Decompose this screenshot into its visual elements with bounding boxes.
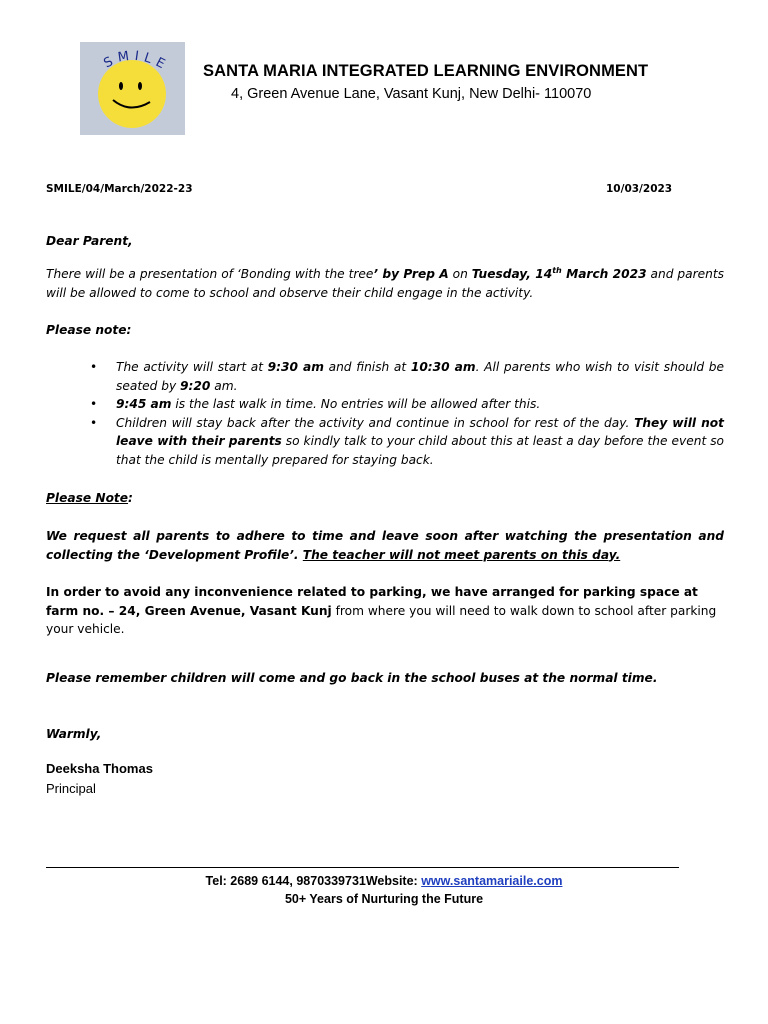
letter-date: 10/03/2023	[606, 183, 673, 195]
closing: Warmly,	[46, 727, 102, 741]
footer-contact: Tel: 2689 6144, 9870339731Website: www.santamariaile.com	[205, 874, 563, 888]
school-name: SANTA MARIA INTEGRATED LEARNING ENVIRONMENT	[203, 62, 649, 80]
parking-paragraph: In order to avoid any inconvenience related to parking, we have arranged for parking space at farm no. – 24, Green Avenue, Vasant Kunj from where you will need to walk down to school after parking your vehicle.	[46, 585, 717, 636]
logo-text: SMILE	[101, 48, 172, 75]
school-logo	[80, 42, 185, 135]
salutation: Dear Parent,	[46, 234, 133, 248]
footer-divider	[46, 867, 679, 868]
buses-note: Please remember children will come and go back in the school buses at the normal time.	[46, 671, 658, 685]
list-item: • The activity will start at 9:30 am and finish at 10:30 am. All parents who wish to visit should be seated by 9:20 am.	[90, 358, 724, 395]
website-link[interactable]: www.santamariaile.com	[421, 874, 563, 888]
signer-name: Deeksha Thomas	[46, 761, 153, 776]
school-address: 4, Green Avenue Lane, Vasant Kunj, New Delhi- 110070	[231, 86, 592, 102]
request-paragraph: We request all parents to adhere to time and leave soon after watching the presentation and collecting the ‘Development Profile’. The teacher will not meet parents on this day.	[46, 529, 724, 562]
list-item: • 9:45 am is the last walk in time. No entries will be allowed after this.	[90, 395, 724, 414]
signer-title: Principal	[46, 781, 96, 796]
footer-tagline: 50+ Years of Nurturing the Future	[284, 892, 484, 906]
note-heading: Please note:	[46, 323, 132, 337]
note-heading-2: Please Note:	[46, 491, 133, 505]
notes-list	[90, 358, 724, 469]
reference-number: SMILE/04/March/2022-23	[46, 183, 193, 195]
list-item: • Children will stay back after the activity and continue in school for rest of the day. They will not leave with their parents so kindly talk to your child about this at least a day before the event so that the child is mentally prepared for staying back.	[90, 414, 724, 470]
intro-paragraph: There will be a presentation of ‘Bonding with the tree’ by Prep A on Tuesday, 14th March 2023 and parents will be allowed to come to school and observe their child engage in the activity.	[46, 265, 725, 300]
